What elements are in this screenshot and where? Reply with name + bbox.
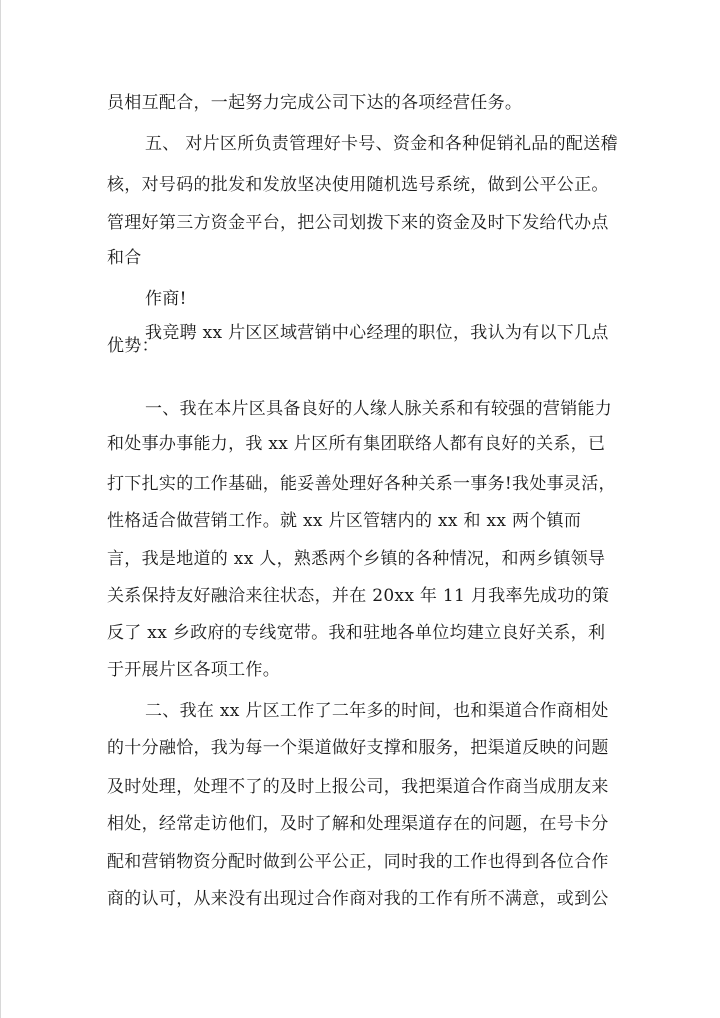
text-line: 关系保持友好融洽来往状态，并在 20xx 年 11 月我率先成功的策 [107,586,610,606]
text-line: 性格适合做营销工作。就 xx 片区管辖内的 xx 和 xx 两个镇而 [107,511,582,531]
text-line: 及时处理，处理不了的及时上报公司，我把渠道合作商当成朋友来 [107,777,609,797]
text-line: 打下扎实的工作基础，能妥善处理好各种关系一事务!我处事灵活， [107,474,616,494]
text-line: 和处事办事能力，我 xx 片区所有集团联络人都有良好的关系，已 [107,434,606,454]
text-line: 相处，经常走访他们，及时了解和处理渠道存在的问题，在号卡分 [107,814,609,834]
text-line: 我竞聘 xx 片区区域营销中心经理的职位，我认为有以下几点 [145,323,609,343]
text-line: 作商! [145,289,187,309]
text-line: 员相互配合，一起努力完成公司下达的各项经营任务。 [107,93,523,113]
text-line: 商的认可，从来没有出现过合作商对我的工作有所不满意，或到公 [107,889,609,909]
text-line: 于开展片区各项工作。 [107,660,280,680]
text-line: 一、我在本片区具备良好的人缘人脉关系和有较强的营销能力 [145,399,613,419]
text-line: 的十分融恰，我为每一个渠道做好支撑和服务，把渠道反映的问题 [107,738,609,758]
text-line: 核，对号码的批发和发放坚决使用随机选号系统，做到公平公正。 [107,175,609,195]
text-line: 言，我是地道的 xx 人，熟悉两个乡镇的各种情况，和两乡镇领导 [107,549,606,569]
text-line: 和合 [107,248,142,268]
text-line: 二、我在 xx 片区工作了二年多的时间，也和渠道合作商相处 [145,701,609,721]
text-line: 优势： [107,336,159,356]
page-edge [0,0,1,1018]
text-line: 五、 对片区所负责管理好卡号、资金和各种促销礼品的配送稽 [145,134,618,154]
text-line: 配和营销物资分配时做到公平公正，同时我的工作也得到各位合作 [107,852,609,872]
text-line: 反了 xx 乡政府的专线宽带。我和驻地各单位均建立良好关系，利 [107,623,606,643]
text-line: 管理好第三方资金平台，把公司划拨下来的资金及时下发给代办点 [107,213,609,233]
